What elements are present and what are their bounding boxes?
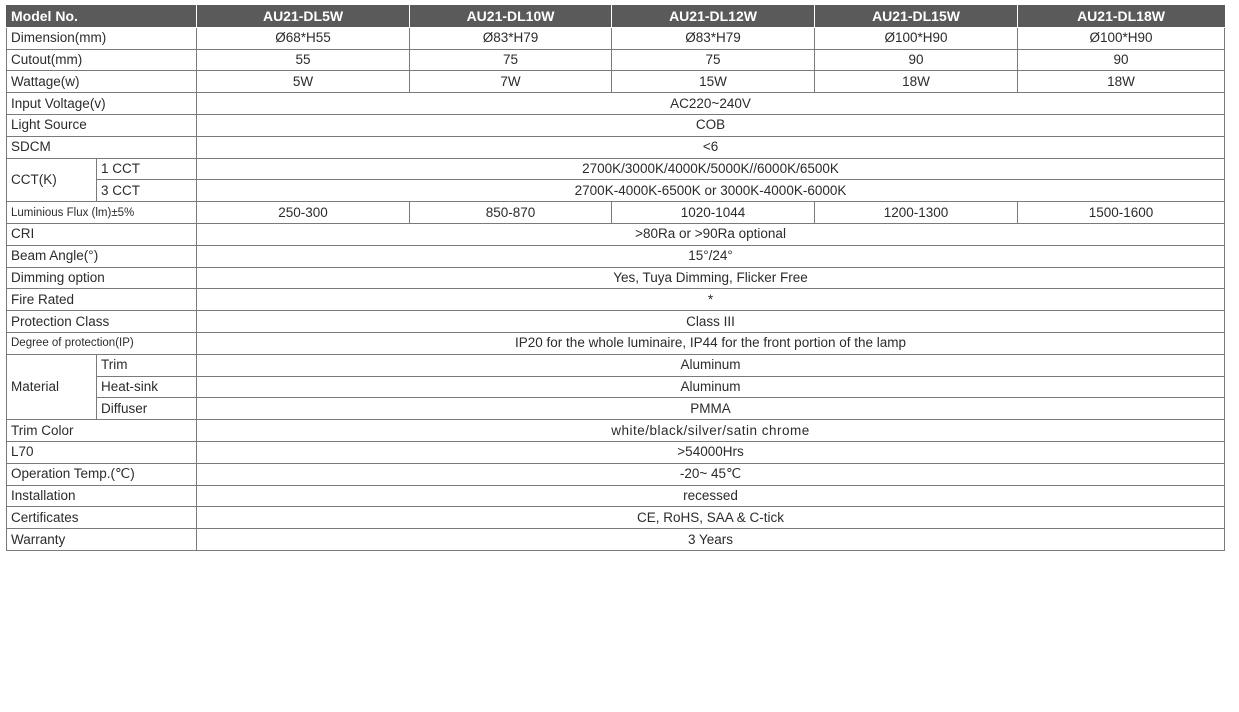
table-row-sdcm (7, 136, 1225, 158)
model-header: AU21-DL15W (815, 6, 1018, 28)
model-header: AU21-DL5W (197, 6, 410, 28)
model-header: AU21-DL10W (410, 6, 612, 28)
cell-value: CE, RoHS, SAA & C-tick (197, 507, 1225, 529)
row-label: Material (7, 354, 97, 419)
table-row-installation (7, 485, 1225, 507)
table-row-operation-temp (7, 463, 1225, 485)
table-row-material-trim (7, 354, 1225, 376)
row-label: Light Source (7, 114, 197, 136)
cell-value: 75 (612, 49, 815, 71)
model-header: AU21-DL18W (1018, 6, 1225, 28)
cell-value: 18W (815, 71, 1018, 93)
table-row-beam-angle (7, 245, 1225, 267)
cell-value: 7W (410, 71, 612, 93)
table-row-cri (7, 223, 1225, 245)
cell-value: 3 Years (197, 529, 1225, 551)
row-label: Protection Class (7, 311, 197, 333)
row-label: CRI (7, 223, 197, 245)
cell-value: >54000Hrs (197, 441, 1225, 463)
row-label: Degree of protection(IP) (7, 332, 197, 354)
table-row-light-source (7, 114, 1225, 136)
cell-value: recessed (197, 485, 1225, 507)
cell-value: Class III (197, 311, 1225, 333)
table-row-protection-class (7, 311, 1225, 333)
spec-sheet (6, 5, 1225, 551)
table-row-input-voltage (7, 93, 1225, 115)
cell-value: white/black/silver/satin chrome (197, 420, 1225, 442)
cell-value: Yes, Tuya Dimming, Flicker Free (197, 267, 1225, 289)
sub-label: Diffuser (97, 398, 197, 420)
sub-label: 1 CCT (97, 158, 197, 180)
cell-value: 90 (1018, 49, 1225, 71)
table-row-fire-rated (7, 289, 1225, 311)
cell-value: Ø68*H55 (197, 27, 410, 49)
row-label: Installation (7, 485, 197, 507)
row-label: Beam Angle(°) (7, 245, 197, 267)
row-label: Input Voltage(v) (7, 93, 197, 115)
table-row-certificates (7, 507, 1225, 529)
cell-value: COB (197, 114, 1225, 136)
cell-value: AC220~240V (197, 93, 1225, 115)
cell-value: Aluminum (197, 354, 1225, 376)
table-row-l70 (7, 441, 1225, 463)
sub-label: Trim (97, 354, 197, 376)
row-label: CCT(K) (7, 158, 97, 202)
cell-value: 250-300 (197, 202, 410, 224)
table-row-ip (7, 332, 1225, 354)
row-label: Warranty (7, 529, 197, 551)
cell-value: 2700K-4000K-6500K or 3000K-4000K-6000K (197, 180, 1225, 202)
cell-value: Ø83*H79 (612, 27, 815, 49)
row-label: Dimming option (7, 267, 197, 289)
row-label: Wattage(w) (7, 71, 197, 93)
spec-table (6, 5, 1225, 551)
model-header: AU21-DL12W (612, 6, 815, 28)
cell-value: >80Ra or >90Ra optional (197, 223, 1225, 245)
table-row-trim-color (7, 420, 1225, 442)
cell-value: 55 (197, 49, 410, 71)
row-label: Dimension(mm) (7, 27, 197, 49)
cell-value: Ø83*H79 (410, 27, 612, 49)
table-row-cct-3 (7, 180, 1225, 202)
header-row (7, 6, 1225, 28)
row-label: Certificates (7, 507, 197, 529)
cell-value: 1020-1044 (612, 202, 815, 224)
row-label: Operation Temp.(℃) (7, 463, 197, 485)
row-label: Fire Rated (7, 289, 197, 311)
row-label: L70 (7, 441, 197, 463)
cell-value: Ø100*H90 (815, 27, 1018, 49)
row-label: Luminious Flux (lm)±5% (7, 202, 197, 224)
sub-label: Heat-sink (97, 376, 197, 398)
cell-value: 850-870 (410, 202, 612, 224)
table-row-cutout (7, 49, 1225, 71)
table-row-material-heatsink (7, 376, 1225, 398)
cell-value: Aluminum (197, 376, 1225, 398)
cell-value: IP20 for the whole luminaire, IP44 for the front portion of the lamp (197, 332, 1225, 354)
table-row-dimming (7, 267, 1225, 289)
table-row-material-diffuser (7, 398, 1225, 420)
model-no-header: Model No. (7, 6, 197, 28)
cell-value: 90 (815, 49, 1018, 71)
cell-value: 15W (612, 71, 815, 93)
cell-value: 2700K/3000K/4000K/5000K//6000K/6500K (197, 158, 1225, 180)
row-label: SDCM (7, 136, 197, 158)
table-row-warranty (7, 529, 1225, 551)
cell-value: 15°/24° (197, 245, 1225, 267)
table-row-luminous-flux (7, 202, 1225, 224)
row-label: Trim Color (7, 420, 197, 442)
cell-value: 1500-1600 (1018, 202, 1225, 224)
table-row-cct-1 (7, 158, 1225, 180)
cell-value: PMMA (197, 398, 1225, 420)
cell-value: * (197, 289, 1225, 311)
cell-value: 18W (1018, 71, 1225, 93)
cell-value: -20~ 45℃ (197, 463, 1225, 485)
sub-label: 3 CCT (97, 180, 197, 202)
cell-value: 1200-1300 (815, 202, 1018, 224)
cell-value: Ø100*H90 (1018, 27, 1225, 49)
cell-value: 5W (197, 71, 410, 93)
row-label: Cutout(mm) (7, 49, 197, 71)
table-row-wattage (7, 71, 1225, 93)
cell-value: 75 (410, 49, 612, 71)
table-row-dimension (7, 27, 1225, 49)
cell-value: <6 (197, 136, 1225, 158)
